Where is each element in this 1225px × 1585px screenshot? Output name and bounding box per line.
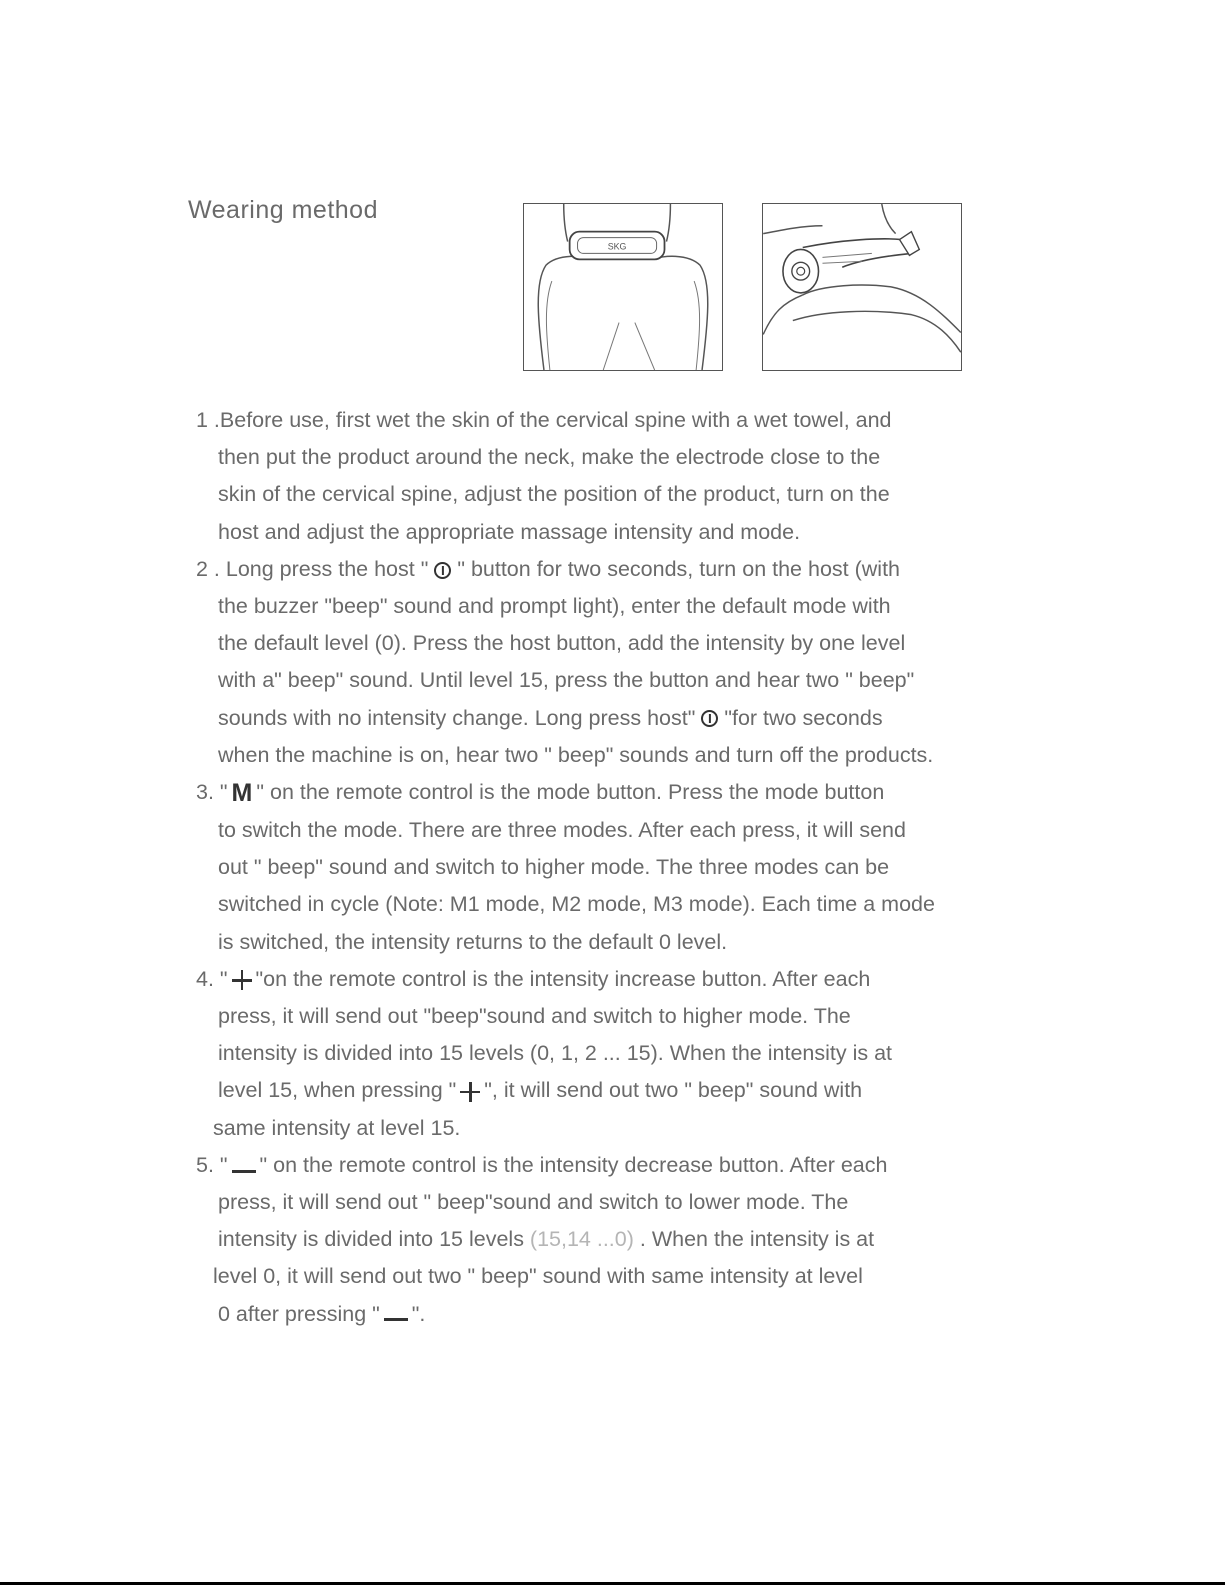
mode-m-icon: M [231,778,253,807]
step-5-line-5: 0 after pressing " ". [218,1301,426,1326]
plus-icon [460,1082,480,1102]
step-5-line-3: intensity is divided into 15 levels (15,14 ...0) . When the intensity is at [218,1227,875,1252]
step-4-line-5: same intensity at level 15. [213,1115,461,1140]
wearing-back-view-illustration [523,203,723,371]
section-title: Wearing method [188,196,378,224]
device-brand-label: SKG [607,241,627,252]
instruction-step-4 [196,961,1016,1147]
instruction-step-3 [196,774,1016,961]
power-button-icon [701,710,718,727]
step-5-line-4: level 0, it will send out two " beep" sound with same intensity at level [213,1264,863,1289]
side-view-drawing [763,204,961,370]
step-1-line-4: host and adjust the appropriate massage intensity and mode. [218,519,801,544]
step-1-line-1: 1 .Before use, first wet the skin of the cervical spine with a wet towel, and [196,408,892,432]
step-2-line-3: the default level (0). Press the host button, add the intensity by one level [218,631,906,656]
power-button-icon [434,562,451,579]
instruction-step-1 [196,402,1016,551]
step-3-line-5: is switched, the intensity returns to the default 0 level. [218,929,728,954]
step-2-line-4: with a" beep" sound. Until level 15, press the button and hear two " beep" [218,668,915,693]
instructions-list [196,402,1016,1333]
minus-icon [232,1170,256,1173]
step-3-line-2: to switch the mode. There are three modes. After each press, it will send [218,817,906,842]
step-4-line-4: level 15, when pressing " ", it will send out two " beep" sound with [218,1078,863,1103]
step-1-line-2: then put the product around the neck, make the electrode close to the [218,445,881,470]
minus-icon [384,1318,408,1321]
step-2-line-5: sounds with no intensity change. Long press host" "for two seconds [218,705,883,730]
plus-icon [232,970,252,990]
step-5-line-2: press, it will send out " beep"sound and switch to lower mode. The [218,1189,849,1214]
step-5-line-1: 5. " " on the remote control is the intensity decrease button. After each [196,1152,888,1177]
step-4-line-3: intensity is divided into 15 levels (0, 1, 2 ... 15). When the intensity is at [218,1041,893,1066]
step-3-line-1: 3. " M " on the remote control is the mode button. Press the mode button [196,774,1016,812]
step-3-line-3: out " beep" sound and switch to higher mode. The three modes can be [218,855,890,880]
step-4-line-2: press, it will send out "beep"sound and switch to higher mode. The [218,1003,851,1028]
back-view-drawing [524,204,722,370]
step-2-line-1: 2 . Long press the host " " button for two seconds, turn on the host (with [196,556,900,581]
step-2-line-2: the buzzer "beep" sound and prompt light), enter the default mode with [218,594,891,619]
step-1-line-3: skin of the cervical spine, adjust the position of the product, turn on the [218,482,890,507]
instruction-step-2 [196,551,1016,774]
instruction-step-5 [196,1147,1016,1333]
step-4-line-1: 4. " "on the remote control is the intensity increase button. After each [196,966,871,991]
step-3-line-4: switched in cycle (Note: M1 mode, M2 mode, M3 mode). Each time a mode [218,892,935,917]
step-2-line-6: when the machine is on, hear two " beep" sounds and turn off the products. [218,742,934,767]
wearing-side-view-illustration [762,203,962,371]
level-range-text: (15,14 ...0) [529,1227,634,1252]
